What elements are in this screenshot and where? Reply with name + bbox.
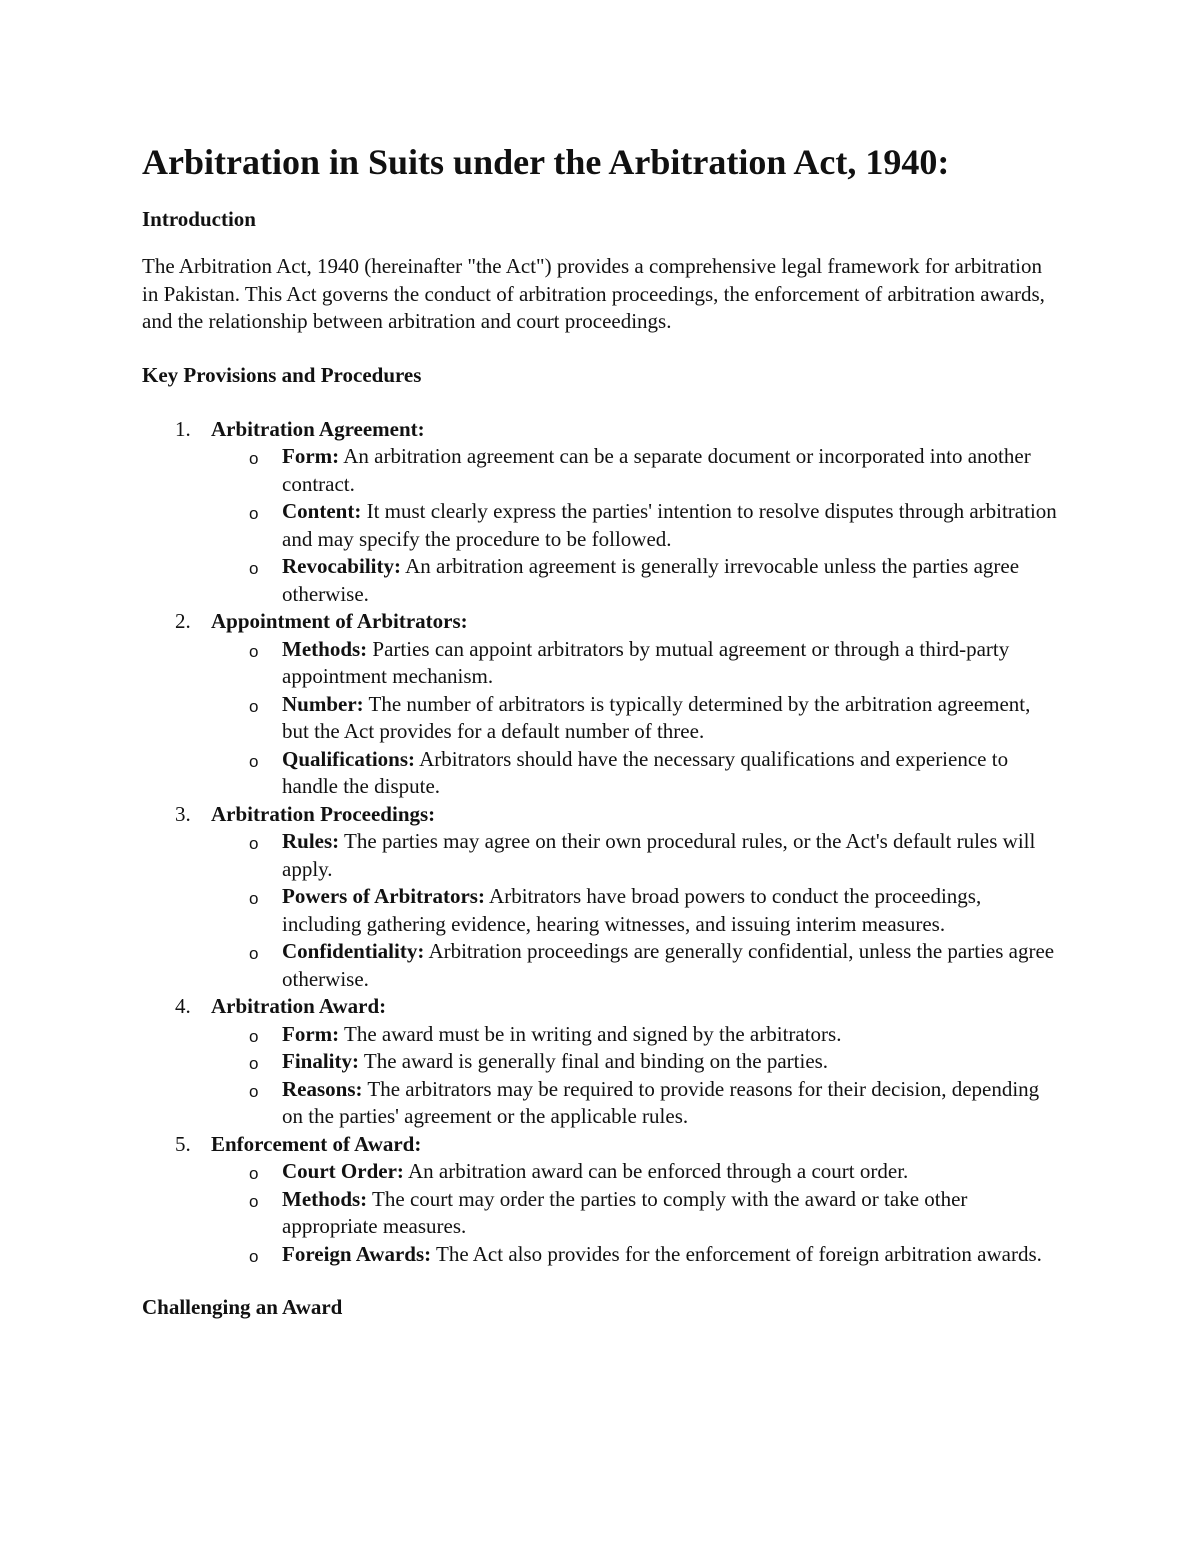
provision-subitem	[211, 746, 1062, 801]
circle-bullet-icon: o	[249, 944, 259, 963]
subitem-label: Powers of Arbitrators:	[282, 884, 485, 908]
subitem-label: Qualifications:	[282, 746, 416, 771]
provision-subitem	[211, 553, 1062, 608]
circle-bullet-icon: o	[249, 1054, 259, 1073]
circle-bullet-icon: o	[249, 1026, 259, 1046]
provision-subitem	[211, 443, 1062, 498]
document-title: Arbitration in Suits under the Arbitration Act, 1940:	[142, 142, 950, 182]
subitem-text: An arbitration agreement is generally irrevocable unless the parties agree otherwise.	[282, 554, 1020, 606]
subitem-text: Parties can appoint arbitrators by mutual agreement or through a third-party appointment mechanism.	[282, 636, 1010, 688]
provision-item	[142, 993, 1062, 1131]
provisions-list	[142, 416, 1062, 1269]
circle-bullet-icon: o	[249, 1191, 259, 1211]
provision-subitem	[211, 1076, 1062, 1131]
subitem-label: Foreign Awards:	[282, 1241, 432, 1266]
subitem-text: Arbitrators have broad powers to conduct the proceedings, including gathering evidence, hearing witnesses, and issuing interim measures.	[282, 884, 982, 936]
provision-subitem	[211, 1186, 1062, 1241]
provision-number: 3.	[175, 801, 191, 826]
provision-title: Arbitration Award:	[211, 994, 387, 1018]
provision-number: 2.	[175, 609, 191, 633]
provision-title: Enforcement of Award:	[211, 1131, 422, 1156]
provision-subitem	[211, 1241, 1062, 1269]
subitem-label: Form:	[282, 1021, 340, 1046]
provision-item	[142, 801, 1062, 994]
subitem-text: It must clearly express the parties' intention to resolve disputes through arbitration and may specify the procedure to be followed.	[282, 499, 1057, 551]
subitem-label: Rules:	[282, 829, 340, 853]
provision-item	[142, 608, 1062, 801]
circle-bullet-icon: o	[249, 1081, 259, 1101]
provision-subitem	[211, 1048, 1062, 1076]
provision-subitems	[211, 443, 1062, 608]
subitem-text: The arbitrators may be required to provide reasons for their decision, depending on the parties' agreement or the applicable rules.	[282, 1076, 1040, 1128]
subitem-label: Form:	[282, 444, 340, 468]
subitem-label: Court Order:	[282, 1159, 404, 1183]
circle-bullet-icon: o	[249, 696, 259, 716]
subitem-text: An arbitration award can be enforced through a court order.	[407, 1159, 909, 1183]
provision-item	[142, 1131, 1062, 1269]
circle-bullet-icon: o	[249, 889, 259, 908]
document-page	[142, 140, 1062, 1321]
subitem-text: The Act also provides for the enforcement of foreign arbitration awards.	[436, 1241, 1042, 1266]
circle-bullet-icon: o	[249, 751, 259, 771]
circle-bullet-icon: o	[249, 1246, 259, 1266]
introduction-heading: Introduction	[142, 207, 256, 231]
circle-bullet-icon: o	[249, 834, 259, 853]
subitem-label: Finality:	[282, 1049, 359, 1073]
provision-number: 1.	[175, 416, 191, 441]
circle-bullet-icon: o	[249, 641, 259, 661]
provision-subitems	[211, 1158, 1062, 1268]
provision-subitem	[211, 828, 1062, 883]
key-provisions-heading: Key Provisions and Procedures	[142, 362, 422, 387]
subitem-text: Arbitration proceedings are generally confidential, unless the parties agree otherwise.	[282, 939, 1055, 991]
circle-bullet-icon: o	[249, 449, 259, 468]
provision-subitem	[211, 1021, 1062, 1049]
subitem-text: The parties may agree on their own procedural rules, or the Act's default rules will apply.	[282, 829, 1036, 881]
subitem-label: Methods:	[282, 1186, 368, 1211]
provision-subitem	[211, 883, 1062, 938]
introduction-paragraph: The Arbitration Act, 1940 (hereinafter "the Act") provides a comprehensive legal framework for arbitration in Pakistan. This Act governs the conduct of arbitration proceedings, the enforcement of arbitration awards, and the relationship between arbitration and court proceedings.	[142, 254, 1045, 333]
subitem-label: Number:	[282, 691, 364, 716]
provision-subitems	[211, 636, 1062, 801]
provision-number: 5.	[175, 1131, 191, 1156]
provision-item	[142, 416, 1062, 609]
subitem-text: The number of arbitrators is typically determined by the arbitration agreement, but the Act provides for a default number of three.	[282, 691, 1031, 743]
circle-bullet-icon: o	[249, 559, 259, 578]
subitem-text: The award must be in writing and signed by the arbitrators.	[344, 1021, 842, 1046]
subitem-label: Revocability:	[282, 554, 401, 578]
provision-subitems	[211, 1021, 1062, 1131]
provision-number: 4.	[175, 994, 191, 1018]
subitem-text: An arbitration agreement can be a separate document or incorporated into another contract.	[282, 444, 1031, 496]
subitem-label: Reasons:	[282, 1076, 363, 1101]
subitem-text: Arbitrators should have the necessary qualifications and experience to handle the dispute.	[282, 746, 1009, 798]
subitem-text: The award is generally final and binding on the parties.	[363, 1049, 829, 1073]
subitem-label: Confidentiality:	[282, 939, 425, 963]
challenging-award-heading: Challenging an Award	[142, 1295, 343, 1319]
provision-title: Appointment of Arbitrators:	[211, 609, 468, 633]
circle-bullet-icon: o	[249, 1164, 259, 1183]
subitem-label: Methods:	[282, 636, 368, 661]
provision-subitem	[211, 498, 1062, 553]
provision-subitem	[211, 636, 1062, 691]
provision-title: Arbitration Agreement:	[211, 416, 425, 441]
provision-title: Arbitration Proceedings:	[211, 801, 436, 826]
provision-subitem	[211, 691, 1062, 746]
provision-subitem	[211, 1158, 1062, 1186]
circle-bullet-icon: o	[249, 504, 259, 523]
subitem-text: The court may order the parties to comply with the award or take other appropriate measures.	[282, 1186, 968, 1238]
provision-subitem	[211, 938, 1062, 993]
subitem-label: Content:	[282, 499, 362, 523]
provision-subitems	[211, 828, 1062, 993]
